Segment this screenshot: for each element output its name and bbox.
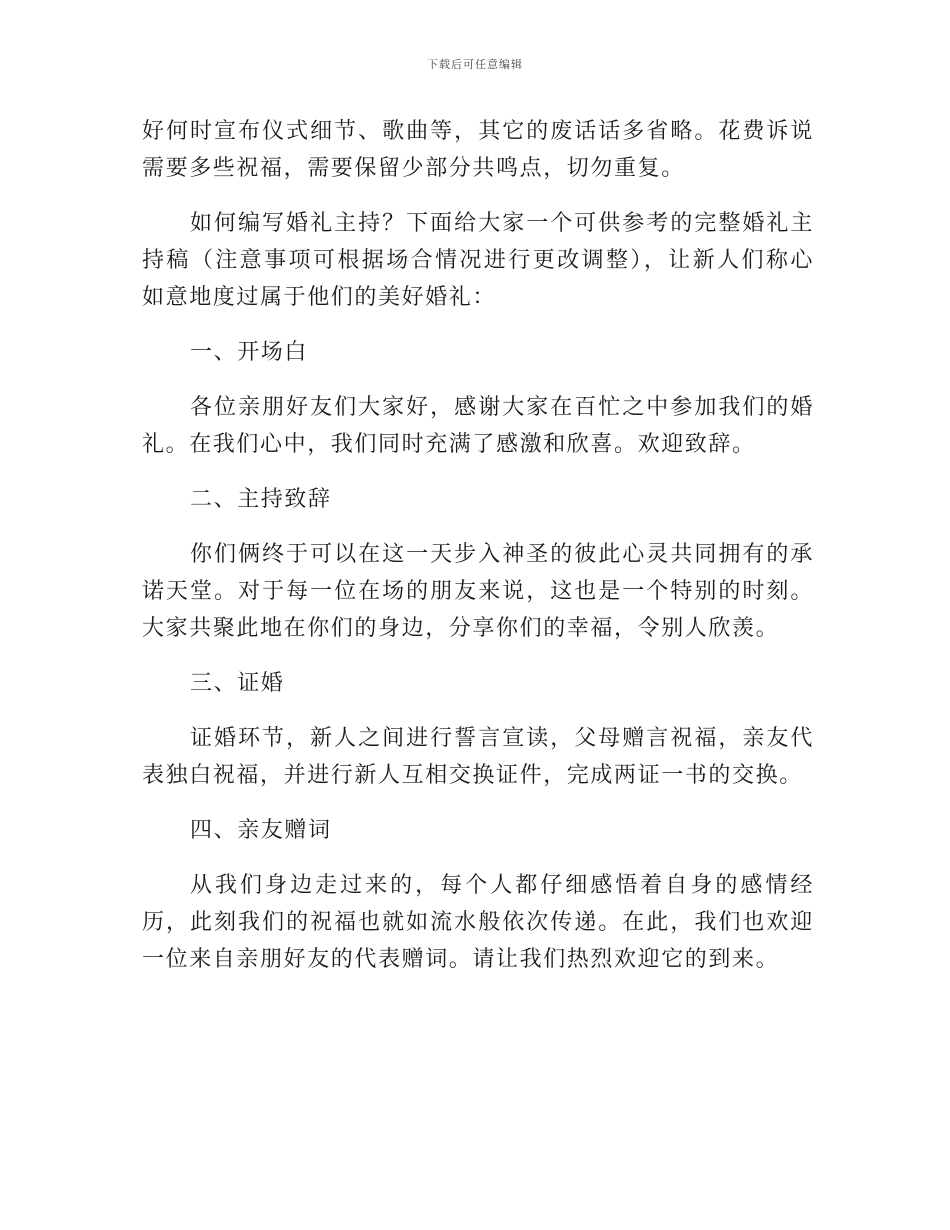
paragraph-opening: 各位亲朋好友们大家好，感谢大家在百忙之中参加我们的婚礼。在我们心中，我们同时充满了感激和欣喜。欢迎致辞。 <box>142 395 814 457</box>
paragraph-witness: 证婚环节，新人之间进行誓言宣读，父母赠言祝福，亲友代表独白祝福，并进行新人互相交换证件，完成两证一书的交换。 <box>142 726 814 788</box>
paragraph-family-words: 从我们身边走过来的，每个人都仔细感悟着自身的感情经历，此刻我们的祝福也就如流水般依次传递。在此，我们也欢迎一位来自亲朋好友的代表赠词。请让我们热烈欢迎它的到来。 <box>142 873 814 972</box>
section-heading-opening: 一、开场白 <box>190 340 309 365</box>
paragraph-continuation: 好何时宣布仪式细节、歌曲等，其它的废话话多省略。花费诉说需要多些祝福，需要保留少部分共鸣点，切勿重复。 <box>142 119 814 181</box>
section-heading-host-speech: 二、主持致辞 <box>190 487 332 512</box>
paragraph-host-speech: 你们俩终于可以在这一天步入神圣的彼此心灵共同拥有的承诺天堂。对于每一位在场的朋友来说，这也是一个特别的时刻。大家共聚此地在你们的身边，分享你们的幸福，令别人欣羡。 <box>142 542 814 641</box>
section-heading-family-words: 四、亲友赠词 <box>190 818 332 843</box>
document-body <box>142 113 814 978</box>
page-header: 下载后可任意编辑 <box>427 58 523 71</box>
paragraph-intro: 如何编写婚礼主持？下面给大家一个可供参考的完整婚礼主持稿（注意事项可根据场合情况进行更改调整），让新人们称心如意地度过属于他们的美好婚礼： <box>142 211 814 310</box>
section-heading-witness: 三、证婚 <box>190 671 285 696</box>
